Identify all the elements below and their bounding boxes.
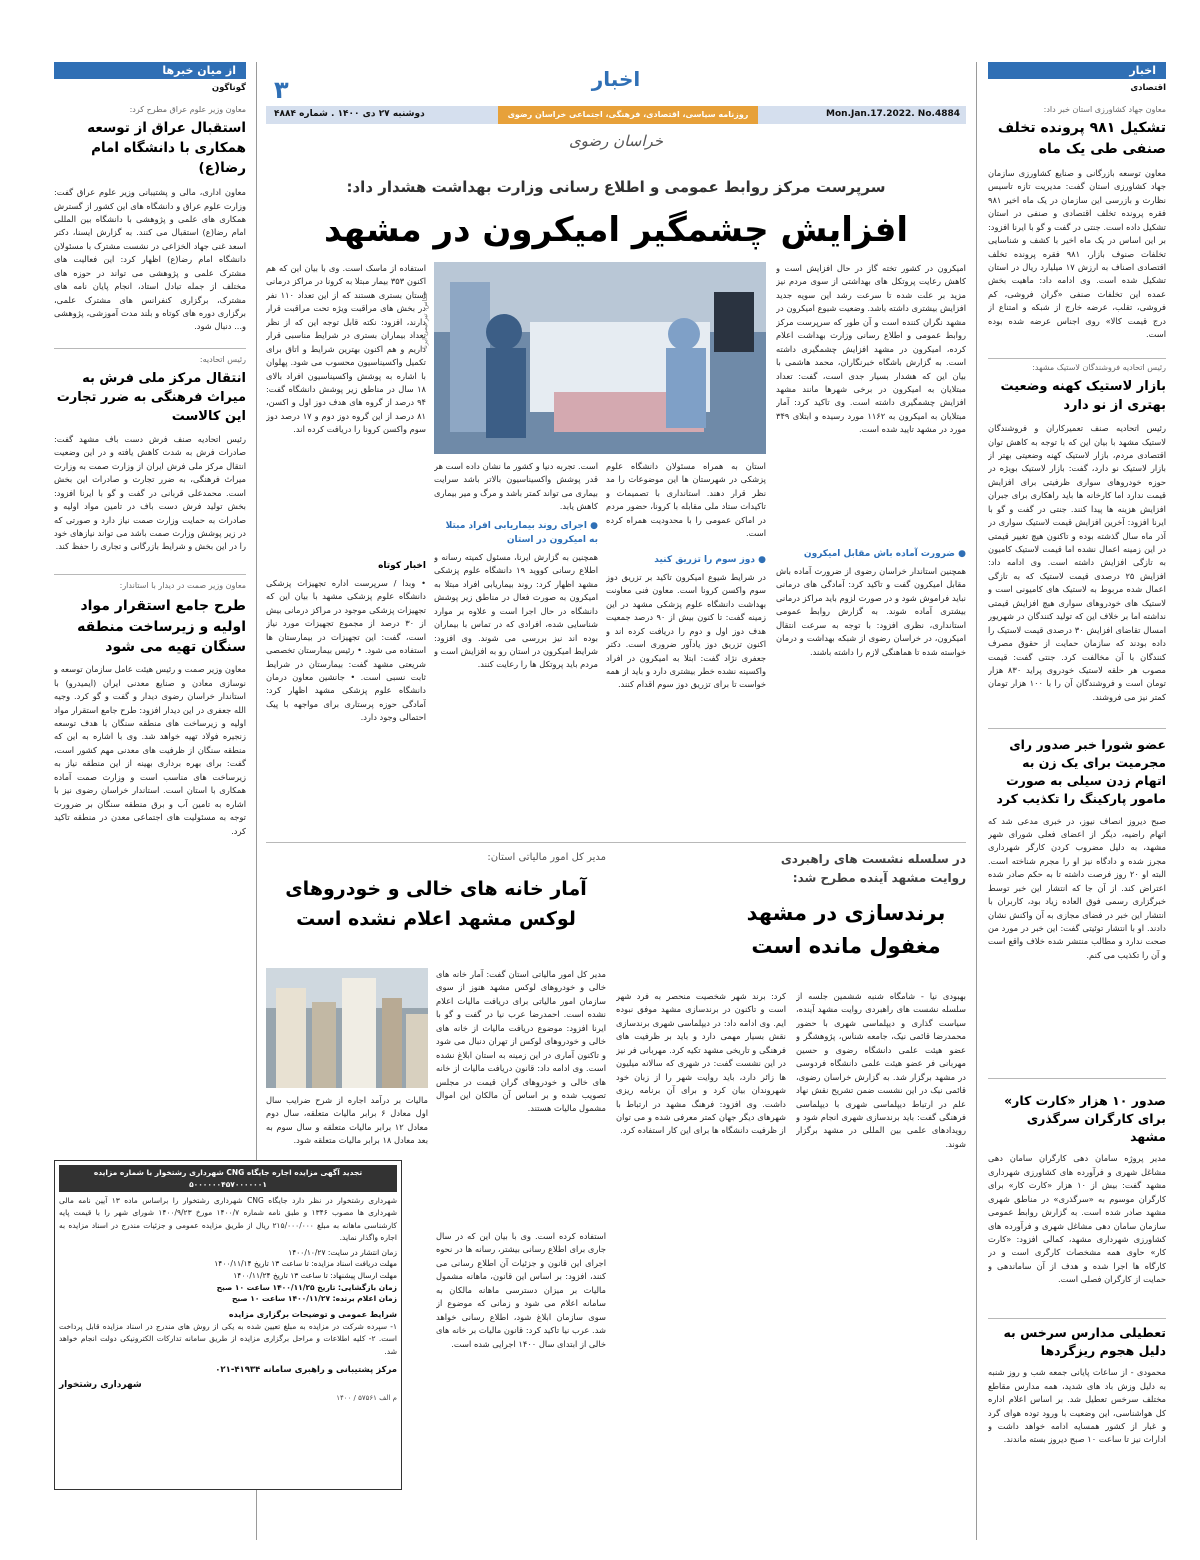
tax-col-2: استفاده کرده است. وی با بیان این که در سال جاری برای اطلاع رسانی بیشتر، رسانه ها در نحوه اجرای این قانون و جزئیات آن اطلاع رسانی می کنند، افزود: بر اساس این قانون، ماهانه مشمول مالیات بر میزان دسترسی ماهانه مالکان به سامانه اعلام می شود و زمانی که موضوع از سوی سازمان ابلاغ شود، اطلاع رسانی خواهد شد. عرب نیا تاکید کرد: قانون مالیات بر خانه های خالی از ابتدای سال ۱۴۰۰ اجرایی شده است.	[436, 1231, 606, 1349]
right-story-1	[988, 104, 1166, 399]
photo-caption: مالیات بر درآمد اجاره از شرح ضرایب سال اول معادل ۶ برابر مالیات متعلقه، سال دوم معادل ۱۲ برابر مالیات متعلقه و سال سوم به بعد معادل ۱۸ برابر مالیات متعلقه شود.	[266, 1095, 428, 1146]
article-text: • وبدا / سرپرست اداره تجهیزات پزشکی دانشگاه علوم پزشکی مشهد با بیان این که تجهیزات پزشکی موجود در مراکز درمانی بیش از ۳۰ درصد از مجموع تجهیزات مورد نیاز است، گفت: این تجهیزات در بیمارستان ها استفاده می شود. • رئیس بیمارستان تخصصی شریعتی مشهد گفت: بیمارستان در شرایط ثابت نسبی است. • جانشین معاون درمان دانشگاه علوم پزشکی مشهد اظهار کرد: آمادگی حوزه پرستاری برای مواجهه با پیک احتمالی وجود دارد.	[266, 577, 426, 723]
tagline: روزنامه سیاسی، اقتصادی، فرهنگی، اجتماعی خراسان رضوی	[498, 106, 758, 124]
article-subhead: ● ضرورت آماده باش مقابل امیکرون	[803, 549, 966, 559]
story-kicker: معاون جهاد کشاورزی استان خبر داد:	[1043, 105, 1166, 114]
story-headline: تعطیلی مدارس سرخس به دلیل هجوم ریزگردها	[1003, 1325, 1166, 1359]
story-headline: استقبال عراق از توسعه همکاری با دانشگاه امام رضا(ع)	[87, 120, 246, 176]
subhead-text: ضرورت آماده باش مقابل امیکرون	[803, 549, 955, 559]
date-english: Mon.Jan.17.2022. No.4884	[826, 109, 960, 119]
story-kicker: رئیس اتحادیه:	[199, 355, 246, 364]
ad-signature: شهرداری رشتخوار	[59, 1379, 142, 1390]
story-headline: طرح جامع استقرار مواد اولیه و زیرساخت منطقه سنگان تهیه می شود	[77, 598, 246, 655]
main-col-4	[266, 262, 426, 832]
story-kicker: مدیر کل امور مالیاتی استان:	[487, 852, 606, 863]
right-story-4	[988, 1092, 1166, 1322]
story-body: صبح دیروز انصاف نیوز، در خبری مدعی شد که اتهام راضیه، دیگر از اعضای فعلی شورای شهر مشهد، به دلیل مضروب کردن کارگر شهرداری مجرز شده و دادگاه نیز او را مجرم شناخته است. البته او ۲۰ روز فرصت داشته تا به حکم صادر شده اعتراض کند. از آن جا که انتشار این خبر توسط خبرگزاری رسمی فوق العاده زیاد بود، کاربران با انتشار این خبر در فضای مجازی به آن واکنش نشان دادند. او با انتشار توئیتی گفت: این خبر در مورد من صحت ندارد و مطالب منتشر شده خلاف واقع است و آن را تکذیب می کنم.	[988, 815, 1166, 960]
left-subsection: گوناگون	[211, 83, 246, 93]
ad-dates	[59, 1247, 397, 1305]
story-body: رئیس اتحادیه صنف فرش دست باف مشهد گفت: صادرات فرش به شدت کاهش یافته و در این وضعیت انتقال مرکز ملی فرش ایران از وزارت صمت به وزارت میراث فرهنگی، به ضرر تجارت و صادرات این بخش است. محمدعلی قربانی در گفت و گو با ایرنا افزود: بخش تولید فرش دست باف در تامین مواد اولیه و صادرات به حمایت وزارت صمت نیاز دارد و صورتی که در زیر پوشش وزارت صمت باشد می تواند نیازهای خود را در این بخش و شرایط بازرگانی و تجاری را حفظ کند.	[54, 433, 246, 552]
main-photo	[434, 262, 766, 454]
branding-col-1: بهبودی نیا - شامگاه شنبه ششمین جلسه از سلسله نشست های راهبردی روایت مشهد آینده، سیاست گذاری و دیپلماسی شهری با حضور محمدرضا قائمی نیک، جامعه شناس، پژوهشگر و عضو هیئت علمی دانشگاه رضوی و حسین مهربانی فر عضو هیئت علمی دانشگاه فردوسی در مشهد برگزار شد. به گزارش خراسان رضوی، قائمی نیک در این نشست ضمن تشریح نقش نهاد علم در ارتباط دیپلماسی شهری با دیپلماسی فرهنگی گفت: باید برندسازی شهری انجام شود و رویدادهای علمی بین المللی در مشهد برگزار شوند.	[796, 991, 966, 1149]
ad-date-line: زمان اعلام برنده: ۱۴۰۰/۱۱/۲۷ ساعت ۱۰ صبح	[231, 1294, 397, 1304]
article-text: امیکرون در کشور تخته گاز در حال افزایش است و کاهش رعایت پروتکل های بهداشتی از سوی مردم نیز مزید بر علت شده تا سرعت رشد این سویه جدید افزایش بیشتری داشته باشد. وضعیت شیوع امیکرون در مشهد نگران کننده است و آن طور که سرپرست مرکز روابط عمومی و اطلاع رسانی وزارت بهداشت اعلام کرده، امیکرون در مشهد افزایش چشمگیری داشته است. به گزارش باشگاه خبرنگاران، محمد هاشمی با بیان این که هشدار بسیار جدی است، گفت: تعداد مبتلایان به امیکرون در برخی شهرها مانند مشهد افزایش چشمگیری داشته است. وی تاکید کرد: آمار مبتلایان به امیکرون به ۱۱۶۲ مورد رسیده و ابتلای ۳۴۹ مورد در مشهد تایید شده است.	[776, 263, 966, 435]
left-story-3	[54, 580, 246, 961]
right-subsection: اقتصادی	[1130, 83, 1166, 93]
story-body: مدیر پروژه سامان دهی کارگران سامان دهی مشاغل شهری و فرآورده های کشاورزی شهرداری مشهد گفت: بیش از ۱۰ هزار «کارت کار» برای کارگران موسوم به «سرگذری» در مناطق شهری مشهد صادر شده است. به گزارش روابط عمومی سازمان سامان دهی مشاغل شهری و فرآورده های کشاورزی شهرداری مشهد، کمالی افزود: «کارت کار» حاوی همه مشخصات کارگری است و در کارگاه ها اجرا شده و هدف از آن ساماندهی و حمایت از کارگران فصلی است.	[988, 1153, 1166, 1285]
ad-terms: ۱- سپرده شرکت در مزایده به مبلغ تعیین شده به یکی از روش های مندرج در اسناد مزایده قابل پرداخت است. ۲- کلیه اطلاعات و مراحل برگزاری مزایده از طریق سامانه تدارکات الکترونیکی دولت انجام خواهد شد.	[59, 1322, 397, 1356]
main-kicker: سرپرست مرکز روابط عمومی و اطلاع رسانی وزارت بهداشت هشدار داد:	[346, 178, 886, 196]
ad-code: م الف ۵۷۵۶۱ / ۱۴۰۰	[336, 1393, 397, 1402]
story-kicker: رئیس اتحادیه فروشندگان لاستیک مشهد:	[1032, 363, 1166, 372]
story-headline: تشکیل ۹۸۱ پرونده تخلف صنفی طی یک ماه	[997, 120, 1166, 157]
tax-col-1: مدیر کل امور مالیاتی استان گفت: آمار خانه های خالی و خودروهای لوکس مشهد هنوز از سوی سازمان امور مالیاتی برای دریافت مالیات اعلام نشده است. احمدرضا عرب نیا در گفت و گو با ایرنا افزود: موضوع دریافت مالیات از خانه های خالی و خودروهای لوکس از تهران دنبال می شود و تاکنون آماری در این زمینه به استان ابلاغ نشده است. وی ادامه داد: قانون دریافت مالیات از خانه های خالی و خودروهای گران قیمت در مجلس تصویب شده و بر اساس آن مالکان این اموال مشمول مالیات هستند.	[436, 969, 606, 1114]
right-story-5	[988, 1324, 1166, 1536]
ad-date-line: زمان انتشار در سایت: ۱۴۰۰/۱۰/۲۷	[288, 1247, 397, 1257]
right-story-3	[988, 736, 1166, 1073]
story-body: رئیس اتحادیه صنف تعمیرکاران و فروشندگان لاستیک مشهد با بیان این که با توجه به کاهش توان اقتصادی مردم، بازار لاستیک کهنه وضعیتی بهتر از بازار لاستیک نو دارد، گفت: بازار لاستیک بویژه در حوزه خودروهای سواری ظرفیتی برای افزایش قیمت ندارد اما کارخانه ها باید راهکاری برای جبران افزایش هزینه ها پیدا کنند. جنتی در گفت و گو با ایرنا افزود: آخرین افزایش قیمت لاستیک سواری در آذر ماه سال گذشته بوده و تاکنون هیچ تغییر قیمتی در این زمینه اعمال نشده اما قیمت لاستیک کامیون به تازگی افزایش داشته است. وی ادامه داد: افزایش ۲۵ درصدی قیمت لاستیک که به تازگی اعمال شده مربوط به لاستیک های کامیونی است و لاستیک های خودروهای سواری هیچ افزایش قیمتی نداشته اما بر خلاف این که تولید کنندگان در شهریور امسال تقاضای افزایش ۳۰ درصدی قیمت لاستیک را داده بودند که سازمان حمایت از حقوق مصرف کنندگان با آن مخالفت کرد. جنتی گفت: قیمت مصوب هر حلقه لاستیک خودروی پراید ۸۳۰ هزار تومان است و فروشندگان آن را با ۱۰۰ هزار تومان کمتر نیز می فروشند.	[988, 423, 1166, 702]
city-photo	[266, 968, 428, 1088]
story-kicker: معاون وزیر علوم عراق مطرح کرد:	[129, 105, 246, 114]
section-title: اخبار	[591, 67, 641, 91]
right-column	[988, 62, 1166, 1540]
column-rule	[976, 62, 977, 1540]
story-headline: بازار لاستیک کهنه وضعیت بهتری از نو دارد	[1000, 379, 1166, 414]
tender-ad	[54, 1160, 402, 1490]
ad-date-line: مهلت ارسال پیشنهاد: تا ساعت ۱۳ تاریخ ۱۴۰۰/۱۱/۲۴	[233, 1271, 397, 1281]
masthead	[266, 62, 966, 172]
story-headline: آمار خانه های خالی و خودروهای لوکس مشهد اعلام نشده است	[285, 877, 587, 930]
story-body: معاون وزیر صمت و رئیس هیئت عامل سازمان توسعه و نوسازی معادن و صنایع معدنی ایران (ایمیدرو) با استاندار خراسان رضوی دیدار و گفت و گو کرد. وجیه الله جعفری در این دیدار افزود: طرح جامع استقرار مواد اولیه و زیرساخت های منطقه سنگان با هدف توسعه زنجیره فولاد تهیه خواهد شد. وی با اشاره به این که منطقه سنگان از ظرفیت های معدنی مهم کشور است، گفت: برای بهره برداری بهینه از این منطقه نیاز به زیرساخت های مناسب است و وزارت صمت آماده همکاری با استان است. استاندار خراسان رضوی نیز با اشاره به تامین آب و برق منطقه سنگان بر ضرورت توجه به مسئولیت های اجتماعی معدن در منطقه تاکید کرد.	[54, 664, 246, 836]
article-text: همچنین به گزارش ایرنا، مسئول کمیته رسانه و اطلاع رسانی کووید ۱۹ دانشگاه علوم پزشکی مشهد اظهار کرد: روند بیماریابی افراد مبتلا به امیکرون به صورت فعال در مناطق زیر پوشش دانشگاه در حال اجرا است و علاوه بر موارد شناسایی شده، افرادی که در تماس با بیماران بوده اند نیز بررسی می شوند. وی افزود: شرایط امیکرون در استان رو به افزایش است و مردم باید پروتکل ها را رعایت کنند.	[434, 551, 598, 670]
article-text: در شرایط شیوع امیکرون تاکید بر تزریق دوز سوم واکسن کرونا است. معاون فنی معاونت بهداشت دانشگاه علوم پزشکی مشهد در این زمینه گفت: تا کنون بیش از ۹۰ درصد جمعیت هدف دوز اول و دوم را دریافت کرده اند و اکنون تزریق دوز یادآور ضروری است. دکتر جعفری نژاد گفت: ابتلا به امیکرون در افراد واکسینه نشده خطر بیشتری دارد و باید از همه خواست تا برای تزریق دوز سوم اقدام کنند.	[606, 571, 766, 690]
story-body: معاون توسعه بازرگانی و صنایع کشاورزی سازمان جهاد کشاورزی استان گفت: مدیریت تازه تاسیس نظارت و بازرسی این سازمان در یک ماه اخیر ۹۸۱ فقره پرونده تخلف اقتصادی و صنفی در استان تشکیل داده است. جنتی در گفت و گو با ایرنا افزود: بر این اساس در یک ماه اخیر با کشف و شناسایی تخلفات صنوف بازار، ۹۸۱ فقره پرونده تخلف اقتصادی اصناف به ارزش ۱۷ میلیارد ریال در استان تشکیل شده است. وی ادامه داد: ماهیت بخش عمده این تخلفات صنفی «گران فروشی، کم فروشی، تقلب، عرضه خارج از شبکه و امتناع از درج قیمت کالا» روی اجناس عرضه شده بوده است.	[988, 167, 1166, 340]
main-headline: افزایش چشمگیر امیکرون در مشهد	[323, 210, 908, 250]
subhead-text: دوز سوم را تزریق کنید	[654, 555, 755, 565]
story-body: محمودی - از ساعات پایانی جمعه شب و روز شنبه به دلیل وزش باد های شدید، همه مدارس مقاطع مختلف سرخس تعطیل شد. بر اساس اعلام اداره کل هواشناسی، این وضعیت با ورود توده هوای گرد و غبار از کشور همسایه ادامه خواهد داشت و ادارات نیز تا ساعت ۱۰ صبح دیروز بسته ماندند.	[988, 1367, 1166, 1445]
article-text: همچنین استاندار خراسان رضوی از ضرورت آماده باش مقابل امیکرون گفت و تاکید کرد: آمادگی های درمانی نباید فراموش شود و در صورت لزوم باید مراکز درمانی بیشتری آماده شوند. به گزارش روابط عمومی استانداری، نظری افزود: با توجه به سرعت انتقال امیکرون، در خراسان رضوی از شبکه بهداشت و درمان خواسته شده تا هماهنگی لازم را داشته باشند.	[776, 565, 966, 657]
newspaper-logo: خراسان رضوی	[568, 132, 664, 150]
story-headline: صدور ۱۰ هزار «کارت کار» برای کارگران سرگذری مشهد	[1004, 1093, 1166, 1145]
story-body: معاون اداری، مالی و پشتیبانی وزیر علوم عراق گفت: وزارت علوم عراق و دانشگاه های این کشور از گسترش همکاری های علمی و پژوهشی با دانشگاه بین المللی امام رضا(ع) استقبال می کنند. به گزارش ایسنا، دکتر اسعد غنی جهاد الخزاعی در نشست مشترک با مسئولان دانشگاه امام رضا(ع) اظهار کرد: این فعالیت های مشترک علمی و پژوهشی می تواند در حوزه های مختلف از جمله تبادل استاد، انجام پایان نامه های مشترک، برگزاری کنفرانس های مشترک علمی، برگزاری دوره های کوتاه و بلند مدت آموزشی، پژوهشی و... دنبال شود.	[54, 187, 246, 332]
ad-terms-title: شرایط عمومی و توضیحات برگزاری مزایده	[228, 1309, 397, 1319]
main-col-2	[606, 460, 766, 832]
ad-phone: مرکز پشتیبانی و راهبری سامانه ۴۱۹۳۴-۰۲۱	[215, 1364, 397, 1375]
branding-col-2: کرد: برند شهر شخصیت منحصر به فرد شهر است و تاکنون در برندسازی مشهد موفق نبوده ایم. وی ادامه داد: در دیپلماسی شهری برندسازی نقش بسیار مهمی دارد و باید بر ظرفیت های فرهنگی و تاریخی مشهد تکیه کرد. مهربانی فر نیز در این نشست گفت: در شهری که سالانه میلیون ها زائر دارد، باید روایت شهر را از زبان خود شهروندان بیان کرد و برای آن برنامه ریزی داشت. وی افزود: فرهنگ مشهد در ارتباط با شهرهای دیگر جهان کمتر معرفی شده و می توان از ظرفیت دانشگاه ها برای این کار استفاده کرد.	[616, 991, 786, 1136]
ad-date-line: مهلت دریافت اسناد مزایده: تا ساعت ۱۳ تاریخ ۱۴۰۰/۱۱/۱۴	[214, 1259, 397, 1269]
article-subhead: ● اجرای روند بیماریابی افراد مبتلا به امیکرون در استان	[445, 521, 598, 545]
article-subhead: اخبار کوتاه	[378, 561, 426, 571]
ad-title: تجدید آگهی مزایده اجاره جایگاه CNG شهرداری رشتخوار با شماره مزایده ۵۰۰۰۰۰۰۴۵۷۰۰۰۰۰۰۱	[59, 1165, 397, 1192]
left-story-1	[54, 104, 246, 376]
right-story-2	[988, 362, 1166, 760]
article-text: استان به همراه مسئولان دانشگاه علوم پزشکی در شهرستان ها این موضوعات را مد نظر قرار دهند. استانداری با تصمیمات و تاکیدات ستاد ملی مقابله با کرونا، حضور مردم در اماکن عمومی را با محدودیت همراه کرده است.	[606, 461, 766, 539]
subhead-text: اجرای روند بیماریابی افراد مبتلا به امیکرون در استان	[445, 521, 598, 545]
article-text: است. تجربه دنیا و کشور ما نشان داده است هر قدر پوشش واکسیناسیون بالاتر باشد سرایت بیماری می تواند کمتر باشد و مرگ و میر بیماری کاهش یابد.	[434, 461, 598, 512]
article-text: استفاده از ماسک است. وی با بیان این که هم اکنون ۳۵۳ بیمار مبتلا به کرونا در مراکز درمانی استان بستری هستند که از این تعداد ۱۱۰ نفر در بخش های مراقبت ویژه تحت مراقبت قرار دارند، افزود: نکته قابل توجه این که از نظر تعداد بیماران بستری در شرایط مناسبی قرار داریم و هم اکنون بهترین شرایط و اتاق برای تکمیل واکسیناسیون محسوب می شود. پهلوان با اشاره به پوشش واکسیناسیون افراد بالای ۱۸ سال در مناطق زیر پوشش دانشگاه گفت: ۹۴ درصد از گروه های هدف دوز اول و اکسن، ۸۱ درصد از این گروه دوز دوم و ۱۷ درصد دوز سوم واکسن کرونا را دریافت کرده اند.	[266, 263, 426, 435]
left-story-2	[54, 354, 246, 583]
main-col-3	[434, 460, 598, 832]
branding-story	[616, 850, 966, 1540]
main-col-1	[776, 262, 966, 832]
hospital-photo	[434, 262, 766, 454]
story-kicker: معاون وزیر صمت در دیدار با استاندار:	[119, 581, 246, 590]
ad-date-line: زمان بازگشایی: تاریخ ۱۴۰۰/۱۱/۲۵ ساعت ۱۰ صبح	[216, 1282, 397, 1292]
story-kicker: در سلسله نشست های راهبردی روایت مشهد آینده مطرح شد:	[780, 852, 966, 885]
article-subhead: ● دوز سوم را تزریق کنید	[654, 555, 766, 565]
story-headline: برندسازی در مشهد مغفول مانده است	[746, 901, 946, 958]
page-number: ۳	[274, 76, 289, 104]
story-headline: انتقال مرکز ملی فرش به میراث فرهنگی به ضرر تجارت این کالاست	[56, 371, 246, 425]
ad-body: شهرداری رشتخوار در نظر دارد جایگاه CNG شهرداری رشتخوار را براساس ماده ۱۳ آیین نامه مالی شهرداری ها مصوب ۱۳۴۶ و طبق نامه شماره ۱۴۰۰/۷ مورخ ۱۴۰۰/۹/۲۳ شورای شهر را با قیمت پایه کارشناسی ماهانه به مبلغ ۲۱۵/۰۰۰/۰۰۰ ریال از طریق مزایده عمومی و جزئیات مندرج در اسناد مزایده به اجاره واگذار نماید.	[59, 1196, 397, 1242]
photo-credit: عکاس: تیر تیمی ایرنا	[421, 292, 429, 350]
story-headline: عضو شورا خبر صدور رای مجرمیت برای یک زن به اتهام زدن سیلی به صورت مامور پارکینگ را تکذیب کرد	[996, 737, 1166, 807]
mashhad-buildings-photo	[266, 968, 428, 1088]
left-section-bar: از میان خبرها	[54, 62, 246, 79]
date-persian: دوشنبه ۲۷ دی ۱۴۰۰ . شماره ۴۸۸۴	[274, 109, 425, 119]
right-section-bar: اخبار	[988, 62, 1166, 79]
